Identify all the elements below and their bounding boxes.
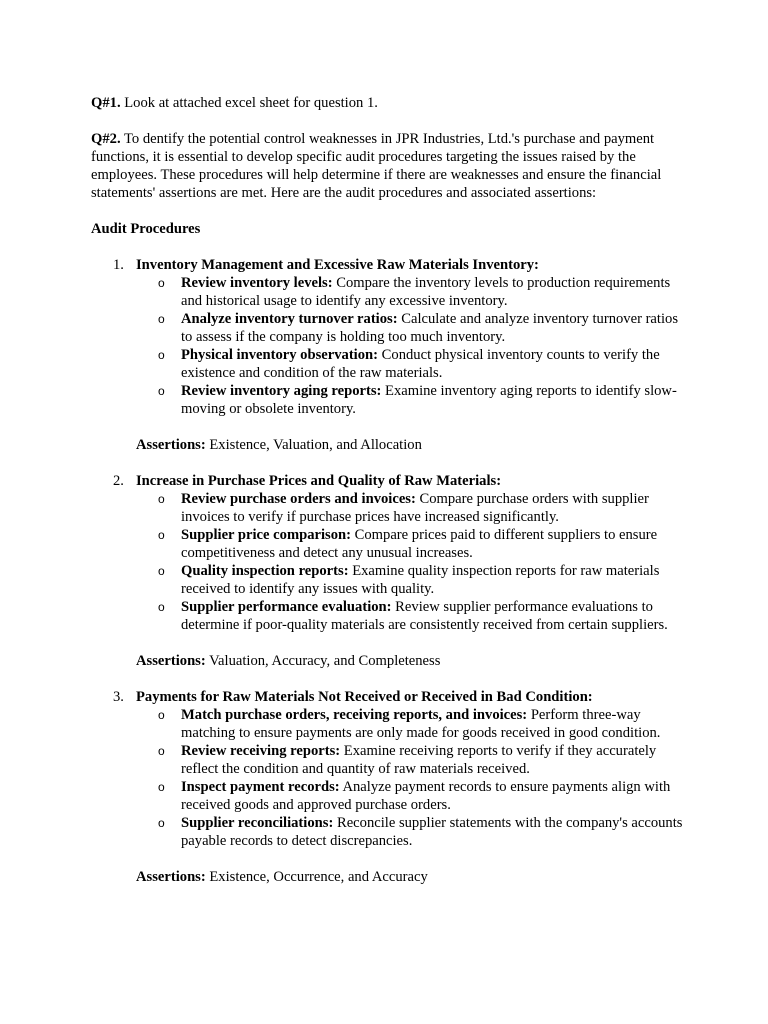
bullet-icon: o xyxy=(158,528,165,542)
bullet-icon: o xyxy=(158,600,165,614)
procedure-description: Examine receiving reports to verify if they accurately reflect the condition and quantity of raw materials received. xyxy=(181,743,657,777)
procedure-description: Examine quality inspection reports for raw materials received to identify any issues with quality. xyxy=(181,563,660,597)
procedure-item xyxy=(91,778,691,814)
assertions-line xyxy=(91,436,691,454)
bullet-icon: o xyxy=(158,816,165,830)
procedure-term: Review inventory levels: xyxy=(181,275,333,291)
procedure-term: Supplier reconciliations: xyxy=(181,815,334,831)
procedure-section-title xyxy=(91,688,691,706)
procedure-term: Supplier price comparison: xyxy=(181,527,351,543)
bullet-icon: o xyxy=(158,492,165,506)
section-title-text: Payments for Raw Materials Not Received or Received in Bad Condition: xyxy=(136,689,593,705)
bullet-icon: o xyxy=(158,384,165,398)
bullet-icon: o xyxy=(158,744,165,758)
procedure-section xyxy=(91,256,691,454)
question-1-label: Q#1. xyxy=(91,95,121,111)
procedure-item xyxy=(91,490,691,526)
assertions-value: Existence, Occurrence, and Accuracy xyxy=(205,869,428,885)
question-2-label: Q#2. xyxy=(91,131,121,147)
section-number: 3. xyxy=(113,689,124,705)
procedure-description: Conduct physical inventory counts to verify the existence and condition of the raw materials. xyxy=(181,347,660,381)
section-number: 2. xyxy=(113,473,124,489)
procedure-description: Review supplier performance evaluations to determine if poor-quality materials are consistently received from certain suppliers. xyxy=(181,599,668,633)
section-number: 1. xyxy=(113,257,124,273)
section-heading: Audit Procedures xyxy=(91,221,201,237)
assertions-label: Assertions: xyxy=(136,653,206,669)
question-1-text: Look at attached excel sheet for question 1. xyxy=(120,95,378,111)
procedure-term: Review purchase orders and invoices: xyxy=(181,491,416,507)
procedure-description: Examine inventory aging reports to identify slow-moving or obsolete inventory. xyxy=(181,383,677,417)
assertions-label: Assertions: xyxy=(136,437,206,453)
question-2 xyxy=(91,130,691,202)
procedure-section-title xyxy=(91,472,691,490)
procedure-term: Inspect payment records: xyxy=(181,779,340,795)
procedure-description: Calculate and analyze inventory turnover ratios to assess if the company is holding too much inventory. xyxy=(181,311,678,345)
procedure-term: Match purchase orders, receiving reports, and invoices: xyxy=(181,707,528,723)
procedure-list xyxy=(91,706,691,850)
procedure-item xyxy=(91,274,691,310)
procedure-description: Compare prices paid to different suppliers to ensure competitiveness and detect any unusual increases. xyxy=(181,527,658,561)
procedure-term: Review inventory aging reports: xyxy=(181,383,382,399)
assertions-value: Valuation, Accuracy, and Completeness xyxy=(205,653,441,669)
assertions-line xyxy=(91,868,691,886)
procedure-description: Reconcile supplier statements with the company's accounts payable records to detect discrepancies. xyxy=(181,815,683,849)
procedure-item xyxy=(91,526,691,562)
procedure-term: Review receiving reports: xyxy=(181,743,341,759)
section-title-text: Increase in Purchase Prices and Quality of Raw Materials: xyxy=(136,473,502,489)
procedure-section xyxy=(91,688,691,886)
bullet-icon: o xyxy=(158,780,165,794)
procedure-item xyxy=(91,346,691,382)
procedure-item xyxy=(91,310,691,346)
assertions-label: Assertions: xyxy=(136,869,206,885)
procedure-item xyxy=(91,562,691,598)
procedure-description: Compare the inventory levels to production requirements and historical usage to identify any excessive inventory. xyxy=(181,275,671,309)
assertions-line xyxy=(91,652,691,670)
document-body xyxy=(91,94,691,904)
procedure-term: Quality inspection reports: xyxy=(181,563,349,579)
question-2-text: To dentify the potential control weaknesses in JPR Industries, Ltd.'s purchase and payment functions, it is essential to develop specific audit procedures targeting the issues raised by the employees. These procedures will help determine if there are weaknesses and ensure the financial statements' assertions are met. Here are the audit procedures and associated assertions: xyxy=(91,131,662,201)
procedure-item xyxy=(91,382,691,418)
bullet-icon: o xyxy=(158,348,165,362)
procedure-section xyxy=(91,472,691,670)
procedure-item xyxy=(91,598,691,634)
procedure-list xyxy=(91,274,691,418)
procedure-description: Compare purchase orders with supplier invoices to verify if purchase prices have increased significantly. xyxy=(181,491,649,525)
procedure-list xyxy=(91,490,691,634)
procedure-item xyxy=(91,742,691,778)
bullet-icon: o xyxy=(158,708,165,722)
procedure-description: Analyze payment records to ensure payments align with received goods and approved purchase orders. xyxy=(181,779,671,813)
procedure-description: Perform three-way matching to ensure payments are only made for goods received in good condition. xyxy=(181,707,661,741)
procedure-term: Analyze inventory turnover ratios: xyxy=(181,311,398,327)
bullet-icon: o xyxy=(158,276,165,290)
procedure-term: Supplier performance evaluation: xyxy=(181,599,392,615)
bullet-icon: o xyxy=(158,312,165,326)
procedure-section-title xyxy=(91,256,691,274)
procedure-item xyxy=(91,814,691,850)
bullet-icon: o xyxy=(158,564,165,578)
question-1 xyxy=(91,94,691,112)
procedure-sections xyxy=(91,256,691,886)
assertions-value: Existence, Valuation, and Allocation xyxy=(205,437,422,453)
section-title-text: Inventory Management and Excessive Raw Materials Inventory: xyxy=(136,257,539,273)
procedure-term: Physical inventory observation: xyxy=(181,347,379,363)
procedure-item xyxy=(91,706,691,742)
